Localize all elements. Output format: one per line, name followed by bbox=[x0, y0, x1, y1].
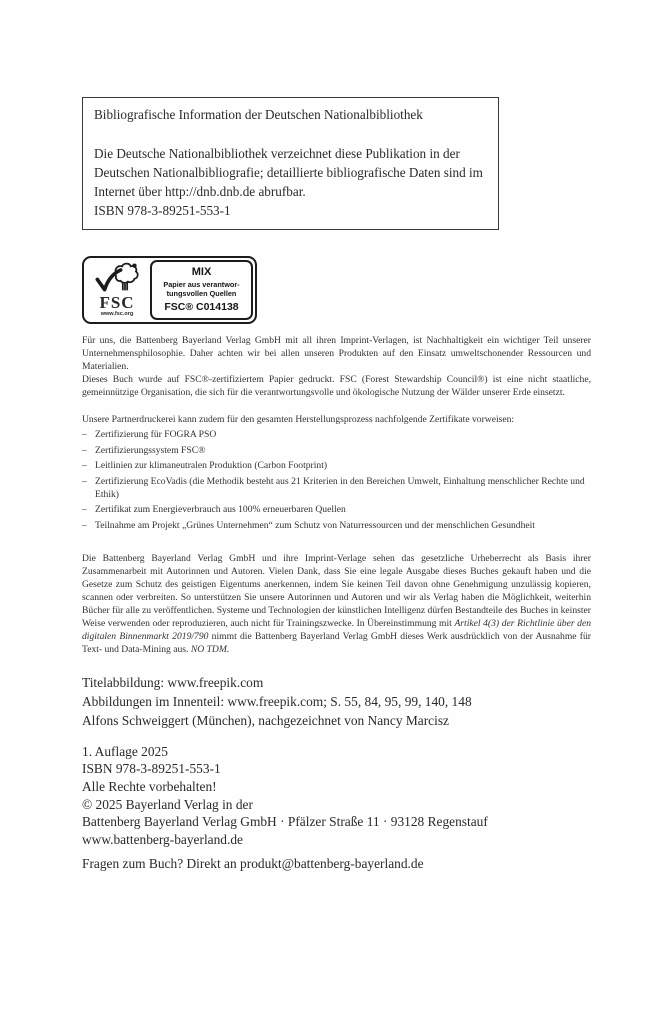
copyright-text-1: Die Battenberg Bayerland Verlag GmbH und ihre Imprint-Verlage sehen das gesetzliche Urheberrecht als Basis ihrer Zusammenarbeit mit Autorinnen und Autoren. Vielen Dank, dass Sie eine legale Ausgabe dieses Buches gekauft haben und die Gesetze zum Schutz des geistigen Eigentums anerkennen, indem Sie keinen Teil davon ohne Genehmigung unzulässig kopieren, scannen oder verbreiten. So unterstützen Sie unsere Autorinnen und Autoren und wir als Verlag haben die Möglichkeit, weiterhin Bücher für alle zu veröffentlichen. Systeme und Technologien der künstlichen Intelligenz dürfen Bestandteile des Buches in keinster Weise verwenden oder reproduzieren, auch nicht für Trainingszwecke. In Übereinstimmung mit bbox=[82, 552, 591, 629]
publisher-website-line: www.battenberg-bayerland.de bbox=[82, 831, 243, 847]
certificates-list bbox=[82, 428, 591, 532]
sustainability-section bbox=[82, 334, 591, 399]
certificate-item-text: Zertifikat zum Energieverbrauch aus 100% erneuerbaren Quellen bbox=[95, 504, 346, 516]
edition-line: 1. Auflage 2025 bbox=[82, 743, 168, 759]
list-dash: – bbox=[82, 504, 87, 516]
copyright-text-2: nimmt die Battenberg Bayerland Verlag GmbH dieses Werk ausdrücklich von der Ausnahme für Text- und Data-Mining aus. bbox=[82, 630, 591, 655]
certificate-item bbox=[82, 475, 591, 501]
certificate-item-text: Zertifizierung EcoVadis (die Methodik besteht aus 21 Kriterien in den Bereichen Umwelt, Einhaltung menschlicher Rechte und Ethik) bbox=[95, 475, 585, 500]
cover-image-credit: Titelabbildung: www.freepik.com bbox=[82, 674, 264, 690]
fsc-certification-label bbox=[82, 256, 257, 324]
bibliographic-info-isbn: ISBN 978-3-89251-553-1 bbox=[94, 203, 231, 219]
certificate-item-text: Zertifizierungssystem FSC® bbox=[95, 444, 206, 456]
bibliographic-info-title: Bibliografische Information der Deutschen Nationalbibliothek bbox=[94, 107, 423, 122]
edition-section bbox=[82, 743, 591, 849]
interior-images-credit: Abbildungen im Innenteil: www.freepik.com; S. 55, 84, 95, 99, 140, 148 bbox=[82, 693, 472, 709]
list-dash: – bbox=[82, 519, 87, 531]
certificate-item bbox=[82, 519, 591, 532]
list-dash: – bbox=[82, 429, 87, 441]
bibliographic-info-body: Die Deutsche Nationalbibliothek verzeichnet diese Publikation in der Deutschen Nationalbibliografie; detaillierte bibliografische Daten sind im Internet über http://dnb.dnb.de abrufbar. bbox=[94, 145, 483, 200]
fsc-grade-label: MIX bbox=[191, 266, 212, 279]
certificates-section bbox=[82, 413, 591, 532]
fsc-logo-column bbox=[86, 260, 148, 320]
copyright-directive-citation: Artikel 4(3) der Richtlinie über den digitalen Binnenmarkt 2019/790 bbox=[82, 617, 591, 642]
fsc-mix-box bbox=[150, 260, 253, 320]
rights-reserved-line: Alle Rechte vorbehalten! bbox=[82, 778, 217, 794]
fsc-tree-check-icon bbox=[94, 262, 140, 294]
bibliographic-info-box bbox=[82, 97, 499, 230]
certificate-item-text: Teilnahme am Projekt „Grünes Unternehmen“ zum Schutz von Naturressourcen und der menschlichen Gesundheit bbox=[95, 519, 535, 531]
fsc-description-line-1: Papier aus verantwor- bbox=[163, 280, 240, 290]
certificate-item-text: Zertifizierung für FOGRA PSO bbox=[95, 429, 217, 441]
fsc-wordmark: FSC bbox=[99, 293, 135, 313]
fsc-license-code: FSC® C014138 bbox=[164, 301, 239, 314]
copyright-holder-line: © 2025 Bayerland Verlag in der bbox=[82, 796, 253, 812]
sustainability-paragraph-2: Dieses Buch wurde auf FSC®-zertifiziertem Papier gedruckt. FSC (Forest Stewardship Council®) ist eine nicht staatliche, gemeinnützige Organisation, die sich für die verantwortungsvolle und ökologische Nutzung der Wälder unserer Erde einsetzt. bbox=[82, 373, 591, 398]
certificate-item bbox=[82, 428, 591, 441]
isbn-line: ISBN 978-3-89251-553-1 bbox=[82, 761, 221, 777]
fsc-description-line-2: tungsvollen Quellen bbox=[166, 288, 237, 298]
list-dash: – bbox=[82, 475, 87, 487]
illustrator-credit: Alfons Schweiggert (München), nachgezeichnet von Nancy Marcisz bbox=[82, 712, 449, 728]
certificate-item bbox=[82, 459, 591, 472]
list-dash: – bbox=[82, 444, 87, 456]
contact-line: Fragen zum Buch? Direkt an produkt@battenberg-bayerland.de bbox=[82, 856, 424, 872]
certificate-item-text: Leitlinien zur klimaneutralen Produktion (Carbon Footprint) bbox=[95, 460, 328, 472]
list-dash: – bbox=[82, 460, 87, 472]
certificate-item bbox=[82, 444, 591, 457]
copyright-paragraph bbox=[82, 552, 591, 656]
image-credits-section bbox=[82, 673, 591, 730]
sustainability-paragraph-1: Für uns, die Battenberg Bayerland Verlag GmbH mit all ihren Imprint-Verlagen, ist Nachhaltigkeit ein wichtiger Teil unserer Unternehmensphilosophie. Daher achten wir bei allen unseren Produkten auf den Einsatz umweltschonender Ressourcen und Materialien. bbox=[82, 334, 591, 372]
copyright-no-tdm: NO TDM. bbox=[190, 643, 230, 655]
certificates-intro: Unsere Partnerdruckerei kann zudem für den gesamten Herstellungsprozess nachfolgende Zertifikate vorweisen: bbox=[82, 413, 515, 425]
fsc-url: www.fsc.org bbox=[100, 311, 134, 318]
certificate-item bbox=[82, 503, 591, 516]
publisher-address-line: Battenberg Bayerland Verlag GmbH · Pfälzer Straße 11 · 93128 Regenstauf bbox=[82, 814, 488, 830]
